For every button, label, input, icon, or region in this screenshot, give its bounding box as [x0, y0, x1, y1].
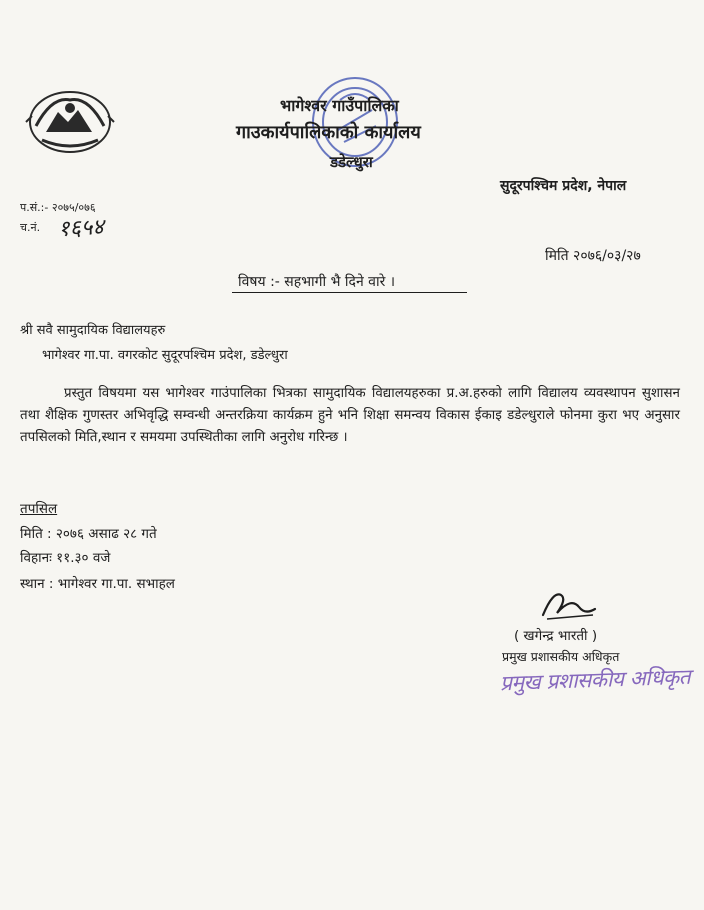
- addressee-line-2: भागेश्वर गा.पा. वगरकोट सुदूरपश्चिम प्रदेश, डडेल्धुरा: [42, 348, 288, 363]
- government-emblem-icon: [22, 86, 118, 158]
- subject-line: विषय :- सहभागी भै दिने वारे ।: [238, 274, 396, 290]
- letter-body: प्रस्तुत विषयमा यस भागेश्वर गाउंपालिका भित्रका सामुदायिक विद्यालयहरुका प्र.अ.हरुको लागि विद्यालय व्यवस्थापन सुशासन तथा शैक्षिक गुणस्तर अभिवृद्धि सम्वन्धी अन्तरक्रिया कार्यक्रम हुने भनि शिक्षा समन्वय विकास ईकाइ डडेल्धुराले फोनमा कुरा भए अनुसार तपसिलको मिति,स्थान र समयमा उपस्थितीका लागि अनुरोध गरिन्छ ।: [20, 386, 680, 445]
- details-place: स्थान : भागेश्वर गा.पा. सभाहल: [20, 576, 175, 592]
- subject-underline: [232, 292, 467, 293]
- province-line: सुदूरपश्चिम प्रदेश, नेपाल: [500, 178, 627, 194]
- reference-number: प.सं.:- २०७५/०७६: [20, 201, 96, 214]
- details-heading: तपसिल: [20, 501, 58, 517]
- signature-icon: [535, 585, 605, 625]
- signatory-name: ( खगेन्द्र भारती ): [514, 628, 598, 644]
- signatory-title: प्रमुख प्रशासकीय अधिकृत: [502, 649, 620, 664]
- designation-stamp: प्रमुख प्रशासकीय अधिकृत: [499, 664, 691, 696]
- office-district: डडेल्धुरा: [330, 153, 373, 171]
- letter-date: मिति २०७६/०३/२७: [545, 248, 641, 264]
- dispatch-number: १६५४: [57, 214, 105, 243]
- office-name: भागेश्वर गाउँपालिका: [280, 96, 399, 115]
- details-time: विहानः ११.३० वजे: [20, 550, 111, 566]
- dispatch-label: च.नं.: [20, 221, 41, 234]
- addressee-line-1: श्री सवै सामुदायिक विद्यालयहरु: [20, 323, 166, 338]
- details-date: मिति : २०७६ असाढ २८ गते: [20, 526, 157, 542]
- office-subtitle: गाउकार्यपालिकाको कार्यालय: [236, 122, 421, 143]
